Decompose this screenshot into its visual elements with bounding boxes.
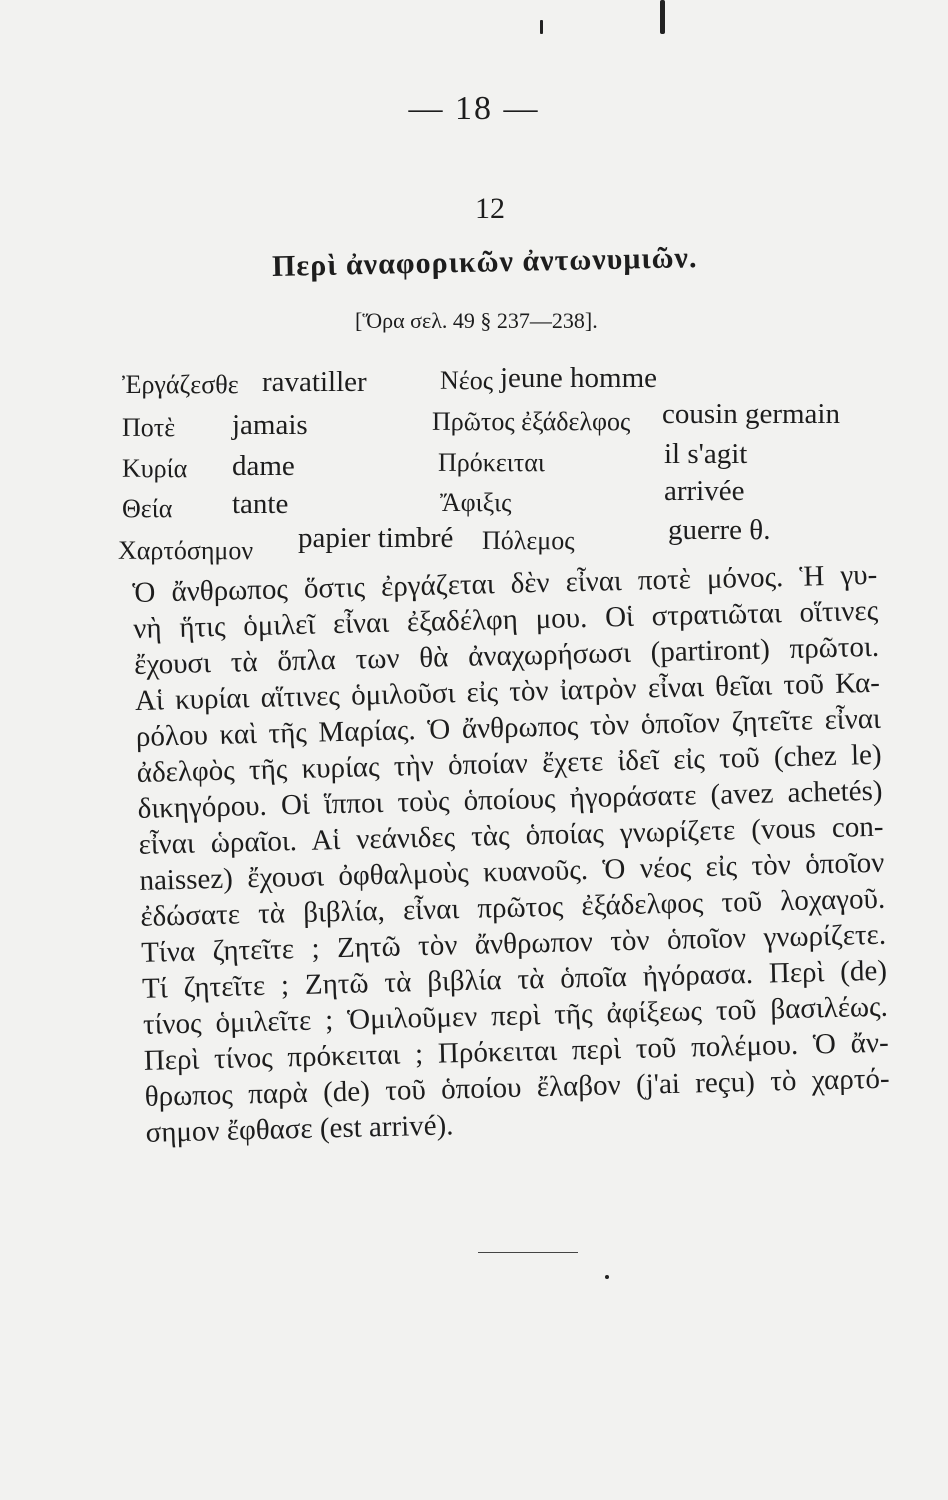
vocab-french: cousin germain (662, 398, 840, 430)
vocab-greek: Ἄφιξις (440, 488, 512, 517)
text-line: Τί ζητεῖτε ; Ζητῶ τὰ βιβλία τὰ ὁποῖα ἠγόρασα. Περὶ (de) (141, 954, 888, 1005)
vocab-french: tante (232, 488, 289, 520)
scan-speck (660, 0, 665, 34)
text-line: Ὁ ἄνθρωπος ὅστις ἐργάζεται δὲν εἶναι ποτὲ μόνος. Ἡ γυ- (132, 558, 878, 609)
vocab-french: guerre θ. (668, 514, 771, 546)
vocab-greek: Πρόκειται (438, 448, 545, 477)
text-line: Αἱ κυρίαι αἵτινες ὁμιλοῦσι εἰς τὸν ἰατρὸν εἶναι θεῖαι τοῦ Κα- (134, 666, 881, 717)
section-title: Περὶ ἀναφορικῶν ἀντωνυμιῶν. (271, 241, 698, 283)
text-line: Τίνα ζητεῖτε ; Ζητῶ τὸν ἄνθρωπον τὸν ὁποῖον γνωρίζετε. (140, 918, 887, 969)
vocab-french: arrivée (664, 475, 745, 507)
text-line: εἶναι ὡραῖοι. Αἱ νεάνιδες τὰς ὁποίας γνωρίζετε (vous con- (138, 810, 884, 861)
text-line: ρόλου καὶ τῆς Μαρίας. Ὁ ἄνθρωπος τὸν ὁποῖον ζητεῖτε εἶναι (135, 702, 882, 753)
vocab-french: jamais (232, 409, 308, 441)
vocab-french: ravatiller (262, 366, 367, 398)
vocab-greek: Χαρτόσημον (118, 536, 254, 565)
text-line: σημον ἔφθασε (est arrivé). (145, 1109, 454, 1149)
vocab-greek: Θεία (122, 494, 173, 523)
scan-speck (540, 20, 543, 34)
text-line: θρωπος παρὰ (de) τοῦ ὁποίου ἔλαβον (j'ai reçu) τὸ χαρτό- (144, 1062, 890, 1113)
vocab-french: papier timbré (298, 522, 454, 554)
page-number: — 18 — (408, 90, 540, 127)
vocab-french: dame (232, 450, 295, 482)
vocab-greek: Πόλεμος (482, 526, 575, 555)
text-line: ἔχουσι τὰ ὅπλα των θὰ ἀναχωρήσωσι (partiront) πρῶτοι. (133, 630, 880, 681)
vocab-french: jeune homme (500, 362, 658, 394)
text-line: naissez) ἔχουσι ὀφθαλμοὺς κυανοῦς. Ὁ νέος εἰς τὸν ὁποῖον (139, 846, 885, 897)
text-line: τίνος ὁμιλεῖτε ; Ὁμιλοῦμεν περὶ τῆς ἀφίξεως τοῦ βασιλέως. (142, 990, 889, 1041)
vocab-greek: Νέος (440, 366, 493, 395)
section-number: 12 (475, 192, 505, 225)
vocab-greek: Κυρία (122, 454, 188, 483)
grammar-reference: [Ὅρα σελ. 49 § 237—238]. (355, 308, 598, 333)
text-line: ἐδώσατε τὰ βιβλία, εἶναι πρῶτος ἐξάδελφος τοῦ λοχαγοῦ. (139, 882, 886, 933)
vocab-greek: Ἐργάζεσθε (122, 370, 239, 399)
section-divider (478, 1252, 578, 1253)
text-line: νὴ ἥτις ὁμιλεῖ εἶναι ἐξαδέλφη μου. Οἱ στρατιῶται οἵτινες (132, 594, 879, 645)
vocab-greek: Ποτὲ (122, 413, 176, 442)
scan-speck (605, 1275, 609, 1279)
exercise-text (132, 557, 891, 1151)
text-line: Περὶ τίνος πρόκειται ; Πρόκειται περὶ τοῦ πολέμου. Ὁ ἄν- (143, 1026, 890, 1077)
vocab-greek: Πρῶτος ἐξάδελφος (432, 407, 631, 436)
text-line: ἀδελφὸς τῆς κυρίας τὴν ὁποίαν ἔχετε ἰδεῖ εἰς τοῦ (chez le) (136, 738, 883, 789)
text-line: δικηγόρου. Οἱ ἵπποι τοὺς ὁποίους ἠγοράσατε (avez achetés) (137, 774, 883, 825)
vocab-french: il s'agit (664, 438, 748, 470)
